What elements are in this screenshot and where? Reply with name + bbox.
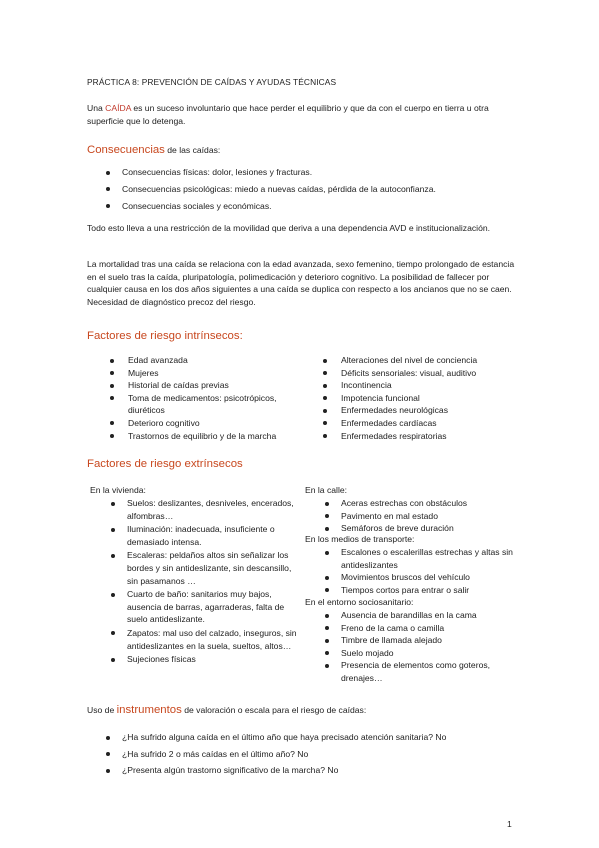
list-item: Mujeres xyxy=(128,367,298,380)
consecuencias-heading xyxy=(87,140,220,158)
list-item: Consecuencias físicas: dolor, lesiones y fracturas. xyxy=(122,166,502,179)
instrumentos-after: de valoración o escala para el riesgo de caídas: xyxy=(181,705,367,715)
consecuencias-heading-suffix: de las caídas: xyxy=(164,145,221,155)
list-item: Consecuencias sociales y económicas. xyxy=(122,200,502,213)
vivienda-label: En la vivienda: xyxy=(90,485,146,495)
list-item: Tiempos cortos para entrar o salir xyxy=(341,584,521,597)
list-item: Deterioro cognitivo xyxy=(128,417,298,430)
instrumentos-keyword: instrumentos xyxy=(116,704,182,716)
list-item: Presencia de elementos como goteros, drenajes… xyxy=(341,659,521,684)
list-item: ¿Ha sufrido 2 o más caídas en el último año? No xyxy=(122,748,522,761)
list-item: Escalones o escalerillas estrechas y altas sin antideslizantes xyxy=(341,546,521,571)
calle-label: En la calle: xyxy=(305,485,348,495)
extrinsecos-heading: Factores de riesgo extrínsecos xyxy=(87,458,243,470)
intro-paragraph xyxy=(87,102,517,127)
list-item: Enfermedades respiratorias xyxy=(341,430,521,443)
sociosanitario-list xyxy=(341,609,521,685)
list-item: Consecuencias psicológicas: miedo a nuevas caídas, pérdida de la autoconfianza. xyxy=(122,183,502,196)
list-item: Historial de caídas previas xyxy=(128,379,298,392)
list-item: Suelo mojado xyxy=(341,647,521,660)
intrinsecos-list-left xyxy=(128,354,298,442)
intrinsecos-list-right xyxy=(341,354,521,442)
list-item: Iluminación: inadecuada, insuficiente o demasiado intensa. xyxy=(127,523,297,548)
instrumentos-list xyxy=(122,731,522,781)
intro-before: Una xyxy=(87,103,106,113)
list-item: Edad avanzada xyxy=(128,354,298,367)
list-item: Trastornos de equilibrio y de la marcha xyxy=(128,430,298,443)
list-item: Sujeciones físicas xyxy=(127,653,297,666)
consecuencias-heading-word: Consecuencias xyxy=(87,144,165,156)
vivienda-list xyxy=(127,497,297,667)
list-item: Déficits sensoriales: visual, auditivo xyxy=(341,367,521,380)
list-item: Suelos: deslizantes, desniveles, encerados, alfombras… xyxy=(127,497,297,522)
list-item: Enfermedades neurológicas xyxy=(341,404,521,417)
list-item: Timbre de llamada alejado xyxy=(341,634,521,647)
paragraph-mortalidad: La mortalidad tras una caída se relaciona con la edad avanzada, sexo femenino, tiempo prolongado de estancia en el suelo tras la caída, pluripatología, polimedicación y deterioro cognitivo. La posibilidad de fallecer por cualquier causa en los dos años siguientes a una caída se duplica con respecto a los ancianos que no se caen. Necesidad de diagnóstico precoz del riesgo. xyxy=(87,259,515,307)
list-item: Impotencia funcional xyxy=(341,392,521,405)
list-item: Cuarto de baño: sanitarios muy bajos, ausencia de barras, agarraderas, falta de suelo antideslizante. xyxy=(127,588,297,626)
list-item: Incontinencia xyxy=(341,379,521,392)
list-item: Aceras estrechas con obstáculos xyxy=(341,497,521,510)
medios-label: En los medios de transporte: xyxy=(305,534,415,544)
medios-list xyxy=(341,546,521,596)
calle-list xyxy=(341,497,521,535)
intrinsecos-heading: Factores de riesgo intrínsecos: xyxy=(87,330,243,342)
list-item: Pavimento en mal estado xyxy=(341,510,521,523)
consecuencias-list xyxy=(122,166,502,216)
page-number: 1 xyxy=(507,819,512,829)
intro-after: es un suceso involuntario que hace perder el equilibrio y que da con el cuerpo en tierra u otra superficie que lo detenga. xyxy=(87,103,489,126)
list-item: Alteraciones del nivel de conciencia xyxy=(341,354,521,367)
list-item: Ausencia de barandillas en la cama xyxy=(341,609,521,622)
list-item: Semáforos de breve duración xyxy=(341,522,521,535)
instrumentos-before: Uso de xyxy=(87,705,117,715)
paragraph-dependencia: Todo esto lleva a una restricción de la movilidad que deriva a una dependencia AVD e institucionalización. xyxy=(87,223,491,233)
intro-keyword: CAÍDA xyxy=(105,103,131,113)
list-item: Movimientos bruscos del vehículo xyxy=(341,571,521,584)
list-item: Toma de medicamentos: psicotrópicos, diuréticos xyxy=(128,392,298,417)
list-item: ¿Ha sufrido alguna caída en el último año que haya precisado atención sanitaria? No xyxy=(122,731,522,744)
list-item: Freno de la cama o camilla xyxy=(341,622,521,635)
instrumentos-intro xyxy=(87,704,366,717)
list-item: Escaleras: peldaños altos sin señalizar los bordes y sin antideslizante, sin descansillo, sin pasamanos … xyxy=(127,549,297,587)
sociosanitario-label: En el entorno sociosanitario: xyxy=(305,597,414,607)
list-item: Enfermedades cardíacas xyxy=(341,417,521,430)
page-title: PRÁCTICA 8: PREVENCIÓN DE CAÍDAS Y AYUDAS TÉCNICAS xyxy=(87,77,337,87)
list-item: Zapatos: mal uso del calzado, inseguros, sin antideslizantes en la suela, sueltos, altos… xyxy=(127,627,297,651)
list-item: ¿Presenta algún trastorno significativo de la marcha? No xyxy=(122,764,522,777)
